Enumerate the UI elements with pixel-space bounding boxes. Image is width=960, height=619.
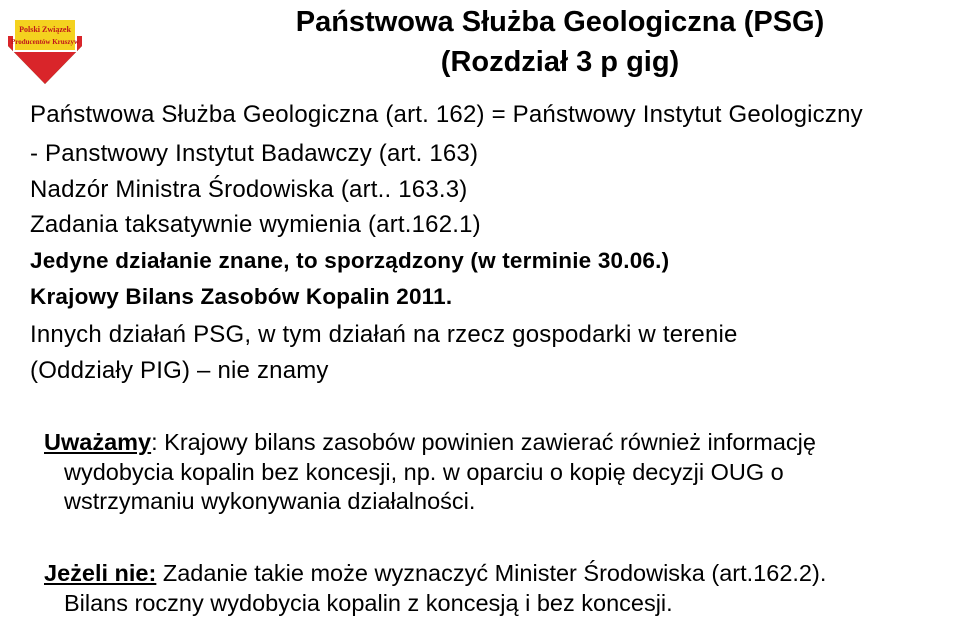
note1-rest: : Krajowy bilans zasobów powinien zawierać również informację	[151, 429, 816, 455]
body-line-1: Państwowa Służba Geologiczna (art. 162) = Państwowy Instytut Geologiczny	[30, 101, 863, 128]
note1-line-1	[44, 429, 816, 456]
note2-rest: Zadanie takie może wyznaczyć Minister Środowiska (art.162.2).	[156, 560, 827, 586]
logo-text-1: Polski Związek	[19, 25, 71, 34]
note2-line-1	[44, 560, 826, 587]
note1-line-3: wstrzymaniu wykonywania działalności.	[64, 488, 476, 514]
psz-logo-icon	[6, 6, 84, 86]
body-line-8: (Oddziały PIG) – nie znamy	[30, 357, 329, 384]
note1-label: Uważamy	[44, 429, 152, 455]
body-line-6: Krajowy Bilans Zasobów Kopalin 2011.	[30, 284, 453, 309]
slide-title	[180, 2, 940, 82]
title-line-2: (Rozdział 3 p gig)	[440, 46, 680, 78]
logo-text-2: Producentów Kruszyw	[10, 38, 80, 46]
note2-label: Jeżeli nie:	[44, 560, 157, 586]
body-line-5: Jedyne działanie znane, to sporządzony (w terminie 30.06.)	[30, 248, 670, 273]
body-line-2: - Panstwowy Instytut Badawczy (art. 163)	[30, 140, 479, 167]
note1-line-2: wydobycia kopalin bez koncesji, np. w oparciu o kopię decyzji OUG o	[64, 459, 784, 485]
body-line-3: Nadzór Ministra Środowiska (art.. 163.3)	[30, 176, 468, 203]
note2-line-2: Bilans roczny wydobycia kopalin z koncesją i bez koncesji.	[64, 590, 673, 616]
body-line-7: Innych działań PSG, w tym działań na rzecz gospodarki w terenie	[30, 321, 738, 348]
title-line-1: Państwowa Służba Geologiczna (PSG)	[295, 6, 825, 38]
body-line-4: Zadania taksatywnie wymienia (art.162.1)	[30, 211, 481, 238]
